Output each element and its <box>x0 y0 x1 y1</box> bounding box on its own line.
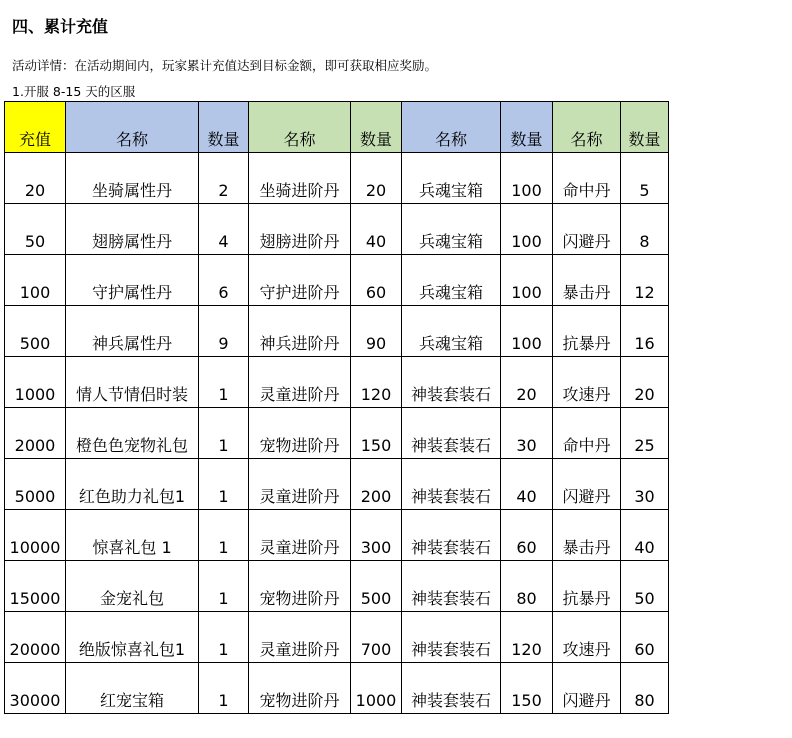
item-name-4-cell: 抗暴丹 <box>553 561 621 612</box>
header-recharge: 充值 <box>5 102 66 153</box>
qty-1-cell: 2 <box>199 153 249 204</box>
qty-2-cell: 60 <box>351 255 402 306</box>
item-name-1-cell: 神兵属性丹 <box>66 306 199 357</box>
item-name-3-cell: 神装套装石 <box>402 561 501 612</box>
qty-2-cell: 20 <box>351 153 402 204</box>
item-name-2-cell: 守护进阶丹 <box>249 255 351 306</box>
qty-4-cell: 8 <box>621 204 669 255</box>
qty-4-cell: 50 <box>621 561 669 612</box>
item-name-2-cell: 灵童进阶丹 <box>249 612 351 663</box>
header-qty-1: 数量 <box>199 102 249 153</box>
item-name-3-cell: 兵魂宝箱 <box>402 306 501 357</box>
recharge-cell: 20000 <box>5 612 66 663</box>
item-name-2-cell: 宠物进阶丹 <box>249 561 351 612</box>
qty-4-cell: 5 <box>621 153 669 204</box>
qty-3-cell: 30 <box>501 408 553 459</box>
qty-2-cell: 300 <box>351 510 402 561</box>
item-name-3-cell: 兵魂宝箱 <box>402 153 501 204</box>
header-name-4: 名称 <box>553 102 621 153</box>
header-name-3: 名称 <box>402 102 501 153</box>
qty-3-cell: 120 <box>501 612 553 663</box>
item-name-3-cell: 神装套装石 <box>402 408 501 459</box>
reward-table <box>4 101 669 714</box>
table-row <box>5 204 669 255</box>
qty-3-cell: 20 <box>501 357 553 408</box>
item-name-4-cell: 闪避丹 <box>553 459 621 510</box>
recharge-cell: 1000 <box>5 357 66 408</box>
item-name-4-cell: 命中丹 <box>553 153 621 204</box>
qty-4-cell: 60 <box>621 612 669 663</box>
table-row <box>5 357 669 408</box>
item-name-1-cell: 惊喜礼包 1 <box>66 510 199 561</box>
item-name-1-cell: 翅膀属性丹 <box>66 204 199 255</box>
recharge-cell: 2000 <box>5 408 66 459</box>
table-row <box>5 510 669 561</box>
qty-3-cell: 100 <box>501 153 553 204</box>
recharge-cell: 30000 <box>5 663 66 714</box>
header-qty-2: 数量 <box>351 102 402 153</box>
qty-3-cell: 100 <box>501 255 553 306</box>
item-name-4-cell: 命中丹 <box>553 408 621 459</box>
qty-2-cell: 200 <box>351 459 402 510</box>
item-name-4-cell: 抗暴丹 <box>553 306 621 357</box>
item-name-1-cell: 坐骑属性丹 <box>66 153 199 204</box>
item-name-2-cell: 灵童进阶丹 <box>249 459 351 510</box>
item-name-1-cell: 情人节情侣时装 <box>66 357 199 408</box>
section-title: 四、累计充值 <box>12 17 109 36</box>
qty-4-cell: 30 <box>621 459 669 510</box>
item-name-3-cell: 兵魂宝箱 <box>402 204 501 255</box>
table-row <box>5 306 669 357</box>
qty-3-cell: 80 <box>501 561 553 612</box>
item-name-4-cell: 攻速丹 <box>553 612 621 663</box>
qty-4-cell: 25 <box>621 408 669 459</box>
qty-2-cell: 90 <box>351 306 402 357</box>
item-name-4-cell: 闪避丹 <box>553 204 621 255</box>
qty-1-cell: 4 <box>199 204 249 255</box>
qty-1-cell: 9 <box>199 306 249 357</box>
header-qty-4: 数量 <box>621 102 669 153</box>
item-name-2-cell: 宠物进阶丹 <box>249 663 351 714</box>
qty-1-cell: 1 <box>199 612 249 663</box>
qty-2-cell: 40 <box>351 204 402 255</box>
item-name-3-cell: 神装套装石 <box>402 663 501 714</box>
item-name-1-cell: 橙色色宠物礼包 <box>66 408 199 459</box>
item-name-2-cell: 宠物进阶丹 <box>249 408 351 459</box>
table-row <box>5 459 669 510</box>
recharge-cell: 10000 <box>5 510 66 561</box>
activity-description: 活动详情：在活动期间内，玩家累计充值达到目标金额，即可获取相应奖励。 <box>12 58 438 73</box>
item-name-2-cell: 神兵进阶丹 <box>249 306 351 357</box>
qty-1-cell: 1 <box>199 561 249 612</box>
recharge-cell: 5000 <box>5 459 66 510</box>
item-name-1-cell: 红色助力礼包1 <box>66 459 199 510</box>
item-name-2-cell: 坐骑进阶丹 <box>249 153 351 204</box>
qty-4-cell: 20 <box>621 357 669 408</box>
qty-2-cell: 120 <box>351 357 402 408</box>
qty-3-cell: 60 <box>501 510 553 561</box>
header-name-2: 名称 <box>249 102 351 153</box>
qty-3-cell: 100 <box>501 306 553 357</box>
item-name-3-cell: 神装套装石 <box>402 459 501 510</box>
item-name-3-cell: 神装套装石 <box>402 357 501 408</box>
item-name-1-cell: 绝版惊喜礼包1 <box>66 612 199 663</box>
item-name-1-cell: 红宠宝箱 <box>66 663 199 714</box>
header-qty-3: 数量 <box>501 102 553 153</box>
item-name-2-cell: 灵童进阶丹 <box>249 510 351 561</box>
table-row <box>5 663 669 714</box>
recharge-cell: 50 <box>5 204 66 255</box>
qty-1-cell: 1 <box>199 357 249 408</box>
header-name-1: 名称 <box>66 102 199 153</box>
table-row <box>5 612 669 663</box>
recharge-cell: 20 <box>5 153 66 204</box>
item-name-3-cell: 兵魂宝箱 <box>402 255 501 306</box>
item-name-1-cell: 守护属性丹 <box>66 255 199 306</box>
table-row <box>5 255 669 306</box>
item-name-2-cell: 灵童进阶丹 <box>249 357 351 408</box>
qty-1-cell: 1 <box>199 510 249 561</box>
item-name-4-cell: 暴击丹 <box>553 255 621 306</box>
qty-1-cell: 1 <box>199 663 249 714</box>
qty-3-cell: 40 <box>501 459 553 510</box>
qty-4-cell: 12 <box>621 255 669 306</box>
qty-3-cell: 150 <box>501 663 553 714</box>
qty-2-cell: 1000 <box>351 663 402 714</box>
qty-1-cell: 6 <box>199 255 249 306</box>
item-name-4-cell: 闪避丹 <box>553 663 621 714</box>
qty-2-cell: 150 <box>351 408 402 459</box>
qty-4-cell: 16 <box>621 306 669 357</box>
item-name-4-cell: 暴击丹 <box>553 510 621 561</box>
item-name-3-cell: 神装套装石 <box>402 510 501 561</box>
table-row <box>5 153 669 204</box>
qty-4-cell: 40 <box>621 510 669 561</box>
qty-4-cell: 80 <box>621 663 669 714</box>
table-row <box>5 408 669 459</box>
qty-2-cell: 500 <box>351 561 402 612</box>
server-range-label: 1.开服 8-15 天的区服 <box>12 84 136 99</box>
qty-3-cell: 100 <box>501 204 553 255</box>
item-name-1-cell: 金宠礼包 <box>66 561 199 612</box>
recharge-cell: 100 <box>5 255 66 306</box>
item-name-3-cell: 神装套装石 <box>402 612 501 663</box>
qty-1-cell: 1 <box>199 408 249 459</box>
item-name-4-cell: 攻速丹 <box>553 357 621 408</box>
qty-1-cell: 1 <box>199 459 249 510</box>
item-name-2-cell: 翅膀进阶丹 <box>249 204 351 255</box>
table-row <box>5 561 669 612</box>
recharge-cell: 500 <box>5 306 66 357</box>
qty-2-cell: 700 <box>351 612 402 663</box>
table-header-row <box>5 102 669 153</box>
recharge-cell: 15000 <box>5 561 66 612</box>
